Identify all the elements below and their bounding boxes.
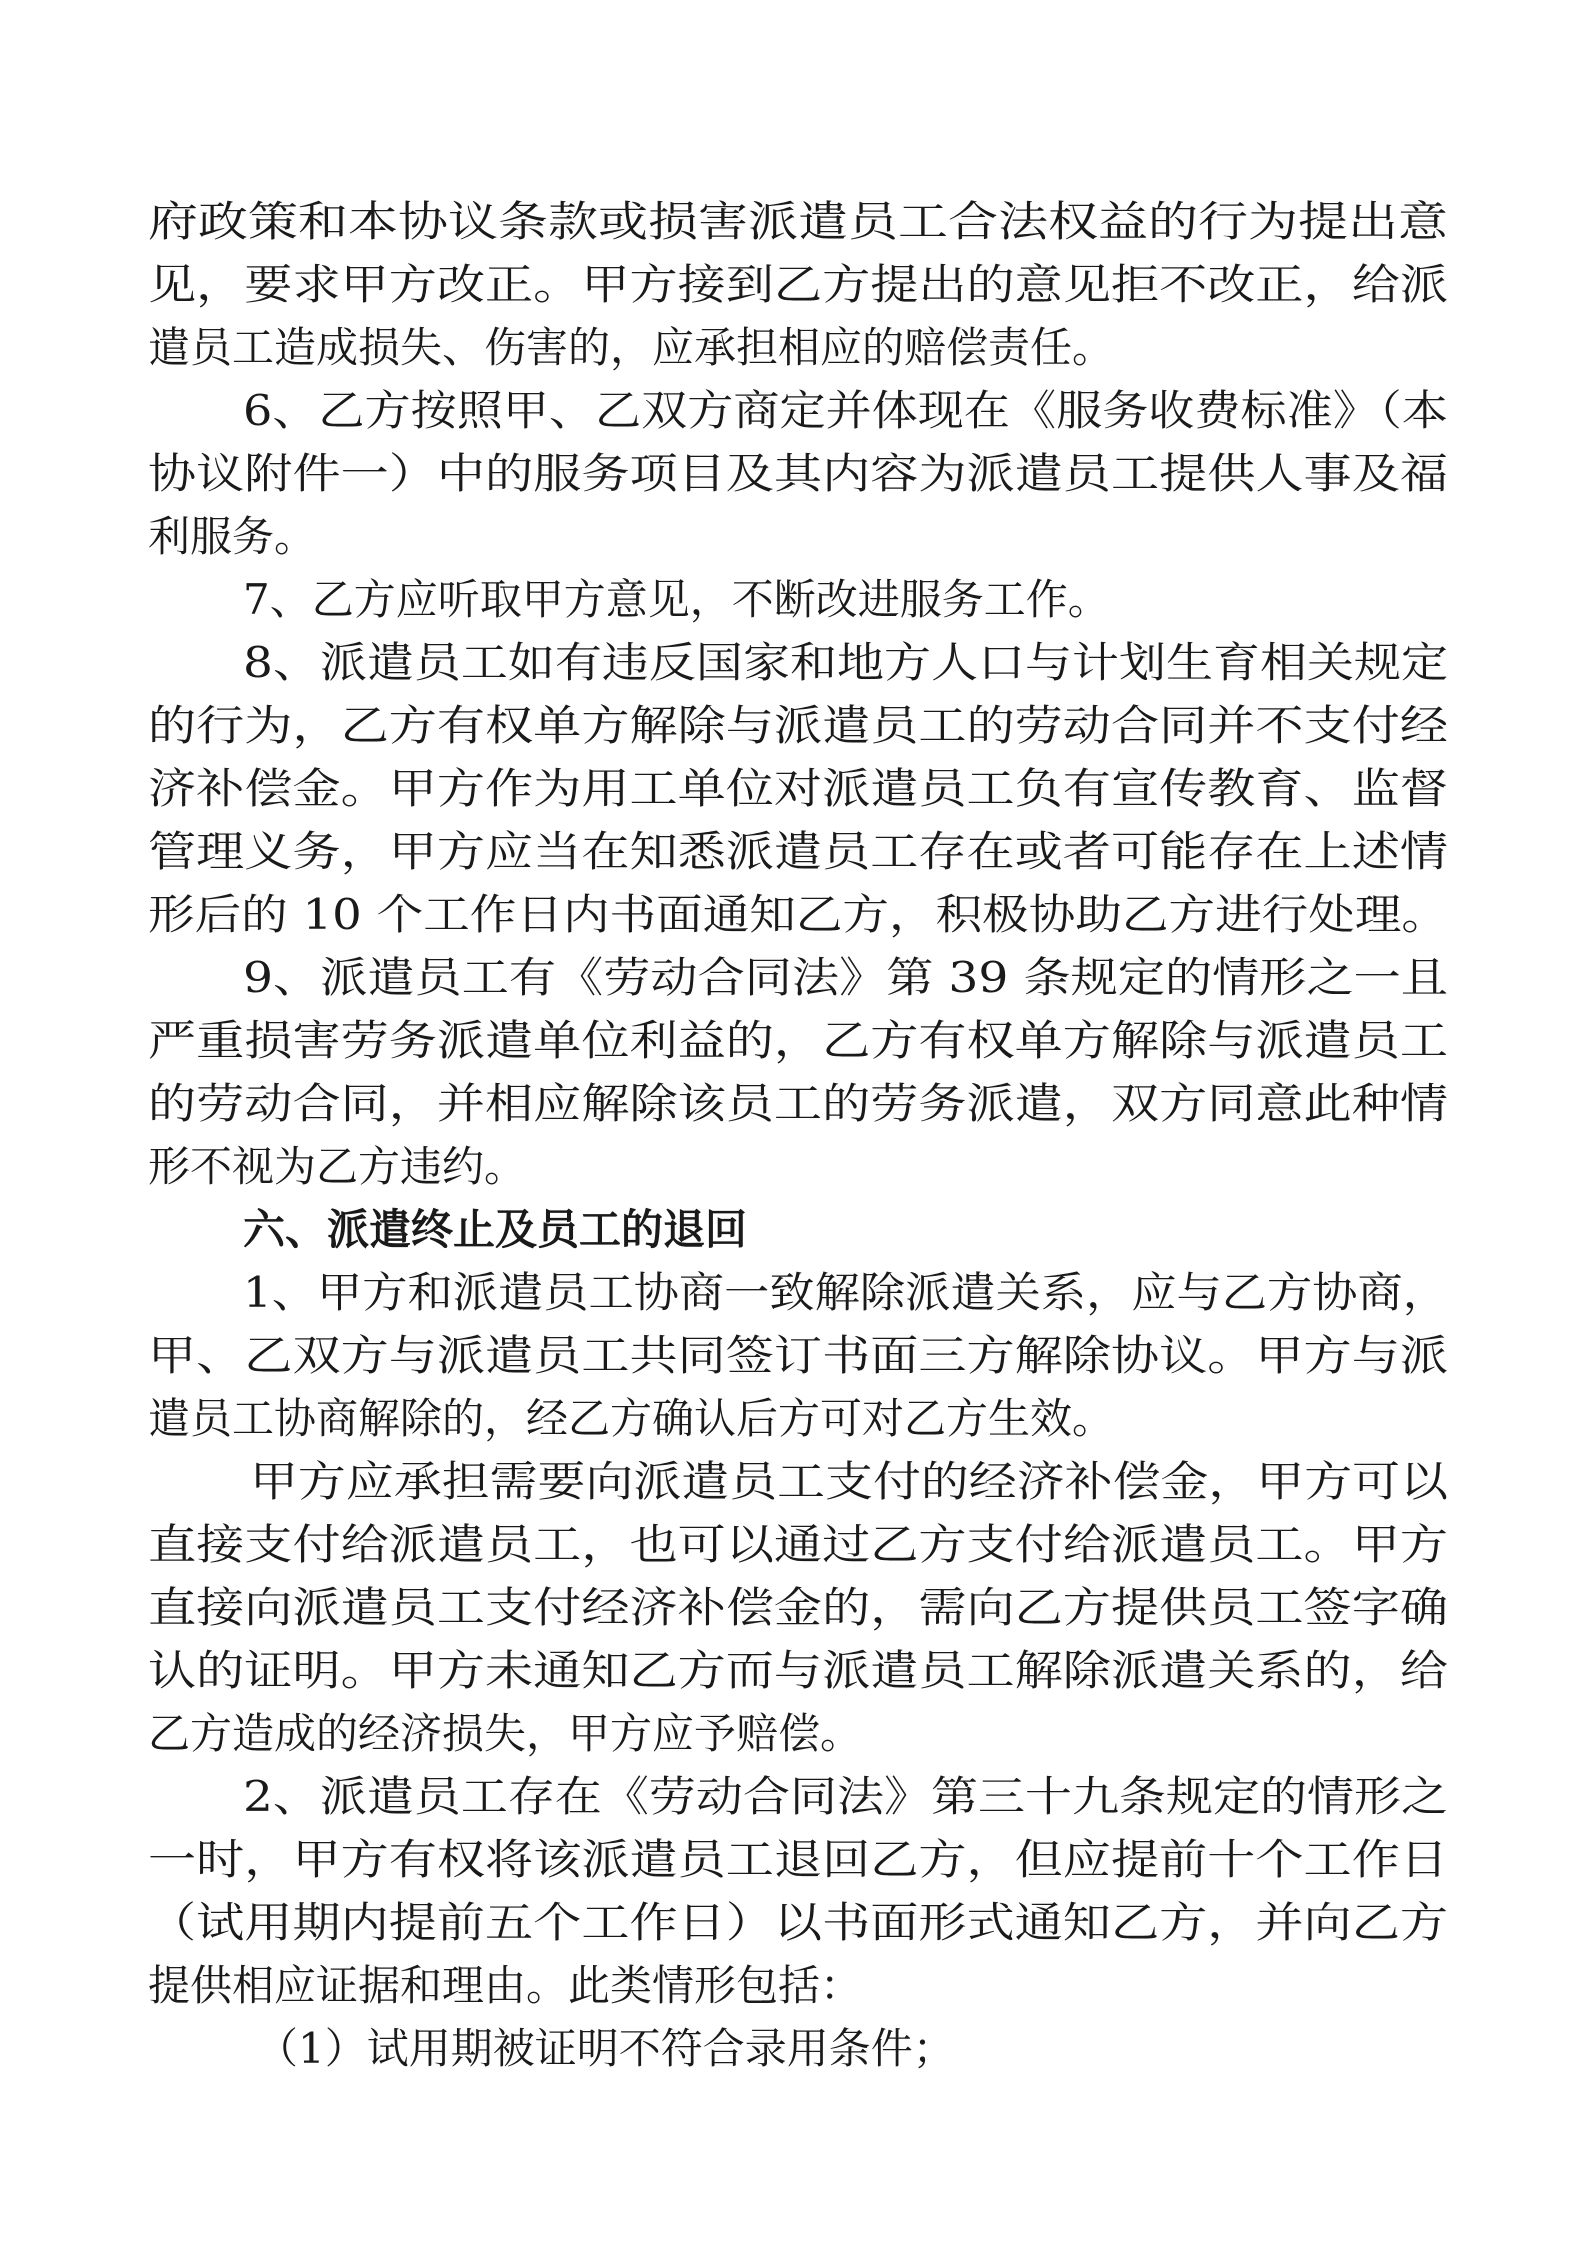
text-line-content: 见，要求甲方改正。甲方接到乙方提出的意见拒不改正，给派 <box>148 260 1449 309</box>
text-line-content: 直接支付给派遣员工，也可以通过乙方支付给派遣员工。甲方 <box>148 1520 1449 1569</box>
text-line-content: 遣员工造成损失、伤害的，应承担相应的赔偿责任。 <box>148 323 1115 372</box>
text-line <box>148 1387 1448 1450</box>
text-line-content: （1）试用期被证明不符合录用条件； <box>256 2024 955 2073</box>
text-line-content: 严重损害劳务派遣单位利益的，乙方有权单方解除与派遣员工 <box>148 1016 1449 1065</box>
text-line-content: 9、派遣员工有《劳动合同法》第 39 条规定的情形之一且 <box>243 953 1448 1002</box>
text-line-content: 认的证明。甲方未通知乙方而与派遣员工解除派遣关系的，给 <box>148 1646 1449 1695</box>
text-line <box>148 1891 1448 1954</box>
text-line <box>243 631 1448 694</box>
section-heading-text: 六、派遣终止及员工的退回 <box>243 1205 748 1254</box>
text-line <box>148 1513 1448 1576</box>
text-line-content: （试用期内提前五个工作日）以书面形式通知乙方，并向乙方 <box>148 1898 1449 1947</box>
text-line <box>243 1261 1448 1324</box>
text-line <box>148 1135 1448 1198</box>
text-line-content: 2、派遣员工存在《劳动合同法》第三十九条规定的情形之 <box>243 1772 1448 1821</box>
text-line <box>148 1639 1448 1702</box>
text-line <box>148 505 1448 568</box>
text-line <box>243 946 1448 1009</box>
text-line <box>148 1954 1448 2017</box>
text-line-content: 的行为，乙方有权单方解除与派遣员工的劳动合同并不支付经 <box>148 701 1449 750</box>
text-line <box>250 1450 1448 1513</box>
text-line-content: 形不视为乙方违约。 <box>148 1142 527 1191</box>
text-line <box>148 253 1448 316</box>
text-line-content: 直接向派遣员工支付经济补偿金的，需向乙方提供员工签字确 <box>148 1583 1449 1632</box>
section-heading <box>243 1198 1448 1261</box>
text-line <box>243 1765 1448 1828</box>
text-line <box>256 2017 1448 2080</box>
text-line-content: 8、派遣员工如有违反国家和地方人口与计划生育相关规定 <box>243 638 1448 687</box>
text-line-content: 济补偿金。甲方作为用工单位对派遣员工负有宣传教育、监督 <box>148 764 1449 813</box>
text-line-content: 形后的 10 个工作日内书面通知乙方，积极协助乙方进行处理。 <box>148 890 1448 939</box>
text-line <box>148 883 1448 946</box>
text-line <box>148 1072 1448 1135</box>
text-line-content: 甲方应承担需要向派遣员工支付的经济补偿金，甲方可以 <box>250 1457 1448 1506</box>
text-line-content: 一时，甲方有权将该派遣员工退回乙方，但应提前十个工作日 <box>148 1835 1449 1884</box>
text-line-content: 乙方造成的经济损失，甲方应予赔偿。 <box>148 1709 863 1758</box>
text-line <box>148 190 1448 253</box>
text-line <box>148 316 1448 379</box>
text-line-content: 6、乙方按照甲、乙双方商定并体现在《服务收费标准》（本 <box>243 386 1448 435</box>
text-line-content: 利服务。 <box>148 512 317 561</box>
text-line <box>148 1576 1448 1639</box>
text-line-content: 甲、乙双方与派遣员工共同签订书面三方解除协议。甲方与派 <box>148 1331 1449 1380</box>
text-line-content: 管理义务，甲方应当在知悉派遣员工存在或者可能存在上述情 <box>148 827 1449 876</box>
text-line <box>243 379 1448 442</box>
text-line <box>148 1009 1448 1072</box>
text-line <box>148 757 1448 820</box>
text-line-content: 提供相应证据和理由。此类情形包括： <box>148 1961 863 2010</box>
text-line <box>148 1828 1448 1891</box>
text-line-content: 协议附件一）中的服务项目及其内容为派遣员工提供人事及福 <box>148 449 1449 498</box>
text-line <box>148 442 1448 505</box>
text-line <box>148 1702 1448 1765</box>
text-line-content: 遣员工协商解除的，经乙方确认后方可对乙方生效。 <box>148 1394 1115 1443</box>
document-body <box>148 190 1448 2080</box>
text-line-content: 的劳动合同，并相应解除该员工的劳务派遣，双方同意此种情 <box>148 1079 1449 1128</box>
text-line <box>243 568 1448 631</box>
text-line <box>148 694 1448 757</box>
text-line <box>148 1324 1448 1387</box>
text-line-content: 7、乙方应听取甲方意见，不断改进服务工作。 <box>243 575 1110 624</box>
text-line-content: 府政策和本协议条款或损害派遣员工合法权益的行为提出意 <box>148 197 1448 246</box>
text-line <box>148 820 1448 883</box>
text-line-content: 1、甲方和派遣员工协商一致解除派遣关系，应与乙方协商， <box>243 1268 1448 1317</box>
